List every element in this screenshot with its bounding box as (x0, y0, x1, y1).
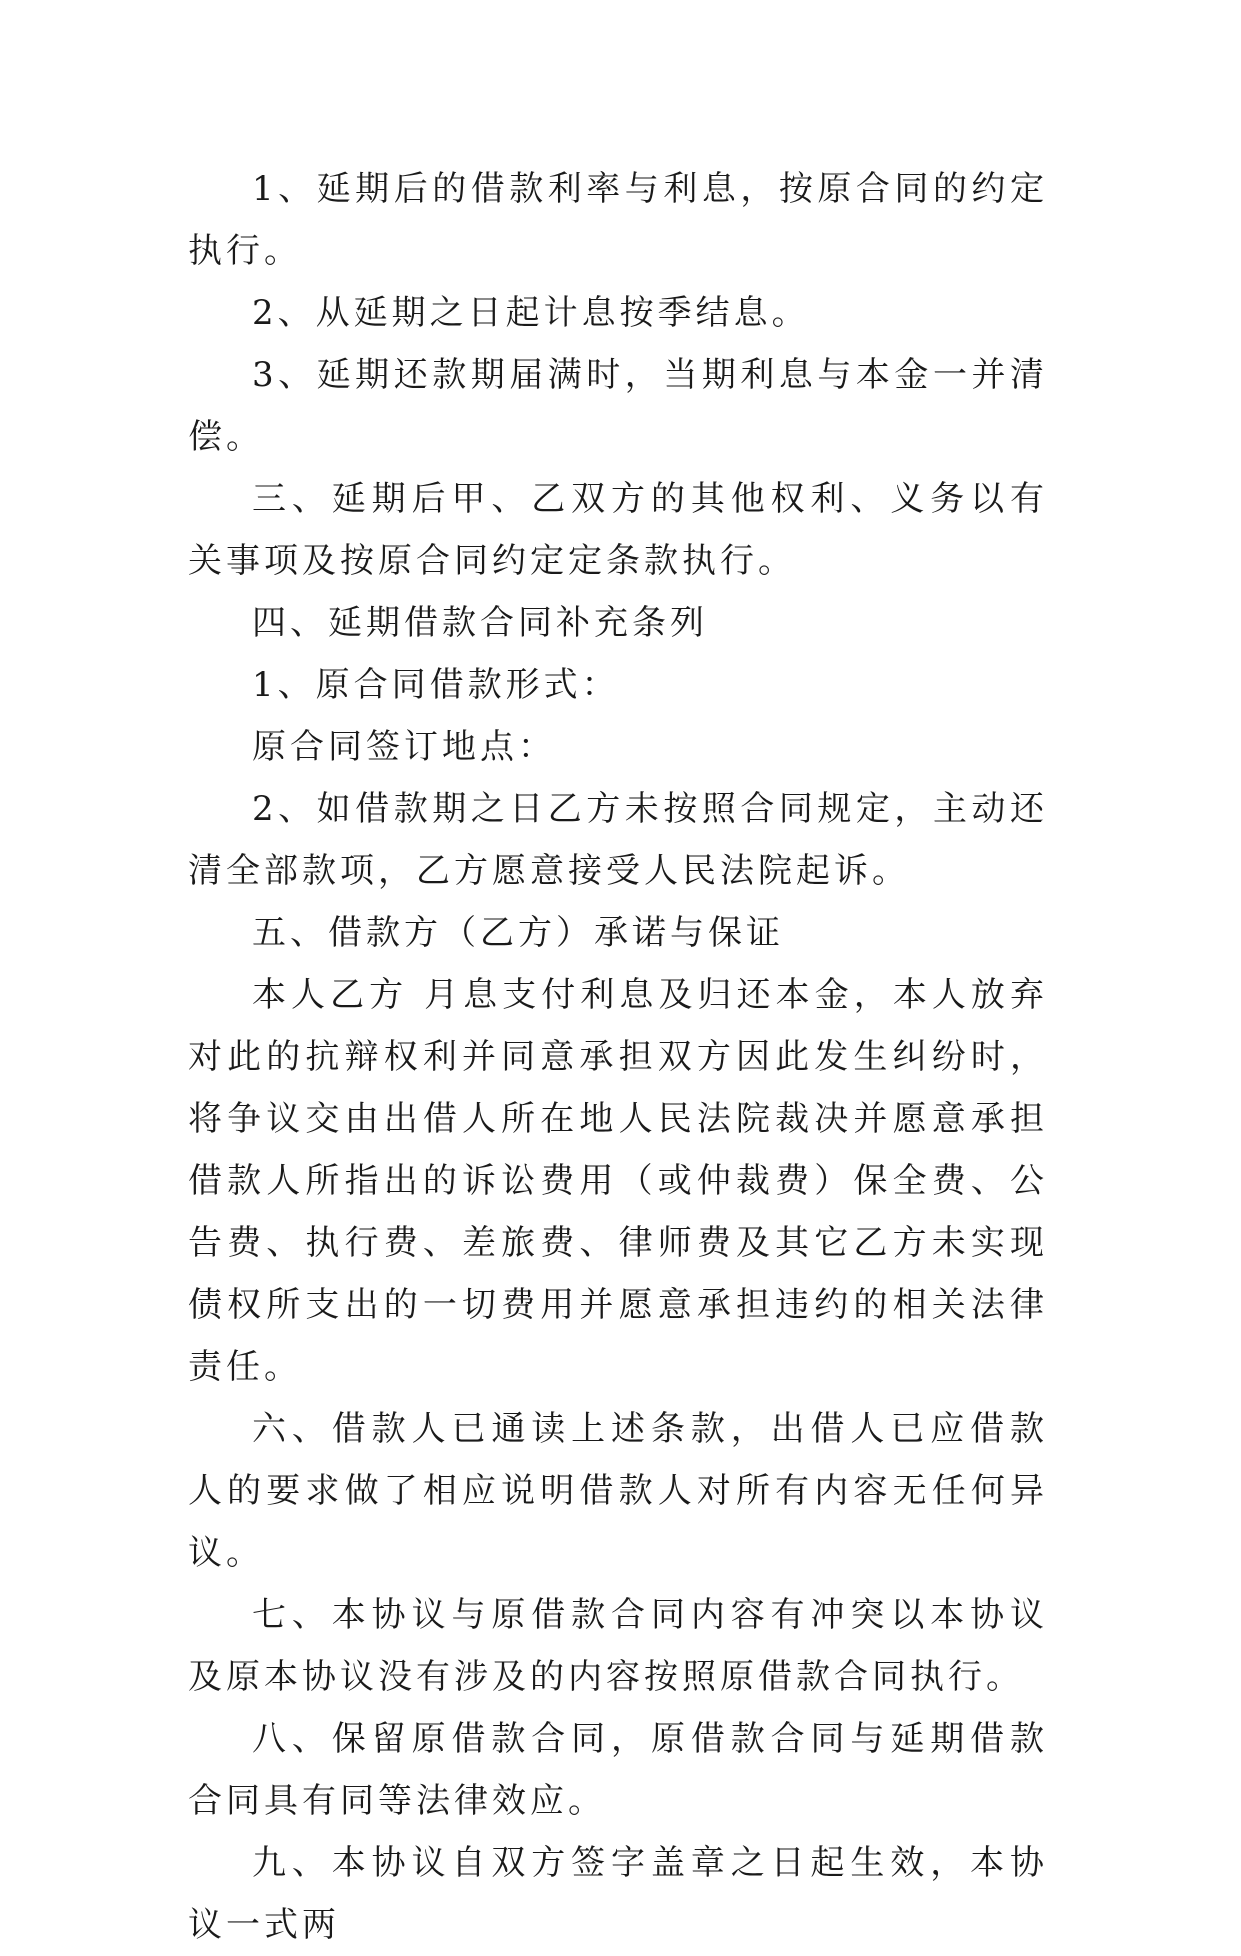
paragraph-section-eight: 八、保留原借款合同，原借款合同与延期借款合同具有同等法律效应。 (188, 1719, 1048, 1821)
paragraph-borrower-commitment: 本人乙方 月息支付利息及归还本金，本人放弃对此的抗辩权利并同意承担双方因此发生纠纷时，将争议交由出借人所在地人民法院裁决并愿意承担借款人所指出的诉讼费用（或仲裁费）保全费、公告费、执行费、差旅费、律师费及其它乙方未实现债权所支出的一切费用并愿意承担违约的相关法律责任。 (188, 975, 1048, 1387)
paragraph-section-seven: 七、本协议与原借款合同内容有冲突以本协议及原本协议没有涉及的内容按照原借款合同执行。 (188, 1595, 1048, 1697)
paragraph-section-five-heading: 五、借款方（乙方）承诺与保证 (252, 913, 784, 953)
paragraph-original-signing-place: 原合同签订地点： (252, 727, 556, 767)
paragraph-interest-rate: 1、延期后的借款利率与利息，按原合同的约定执行。 (188, 169, 1048, 271)
paragraph-section-four-heading: 四、延期借款合同补充条列 (252, 603, 708, 643)
paragraph-section-nine: 九、本协议自双方签字盖章之日起生效，本协议一式两 (188, 1843, 1048, 1945)
paragraph-section-three: 三、延期后甲、乙双方的其他权利、义务以有关事项及按原合同约定定条款执行。 (188, 479, 1048, 581)
paragraph-original-loan-form: 1、原合同借款形式： (252, 665, 620, 705)
document-body (188, 158, 1048, 1956)
paragraph-repayment-at-maturity: 3、延期还款期届满时，当期利息与本金一并清偿。 (188, 355, 1048, 457)
paragraph-interest-calculation: 2、从延期之日起计息按季结息。 (252, 293, 810, 333)
paragraph-section-six: 六、借款人已通读上述条款，出借人已应借款人的要求做了相应说明借款人对所有内容无任何异议。 (188, 1409, 1048, 1573)
paragraph-default-clause: 2、如借款期之日乙方未按照合同规定，主动还清全部款项，乙方愿意接受人民法院起诉。 (188, 789, 1048, 891)
